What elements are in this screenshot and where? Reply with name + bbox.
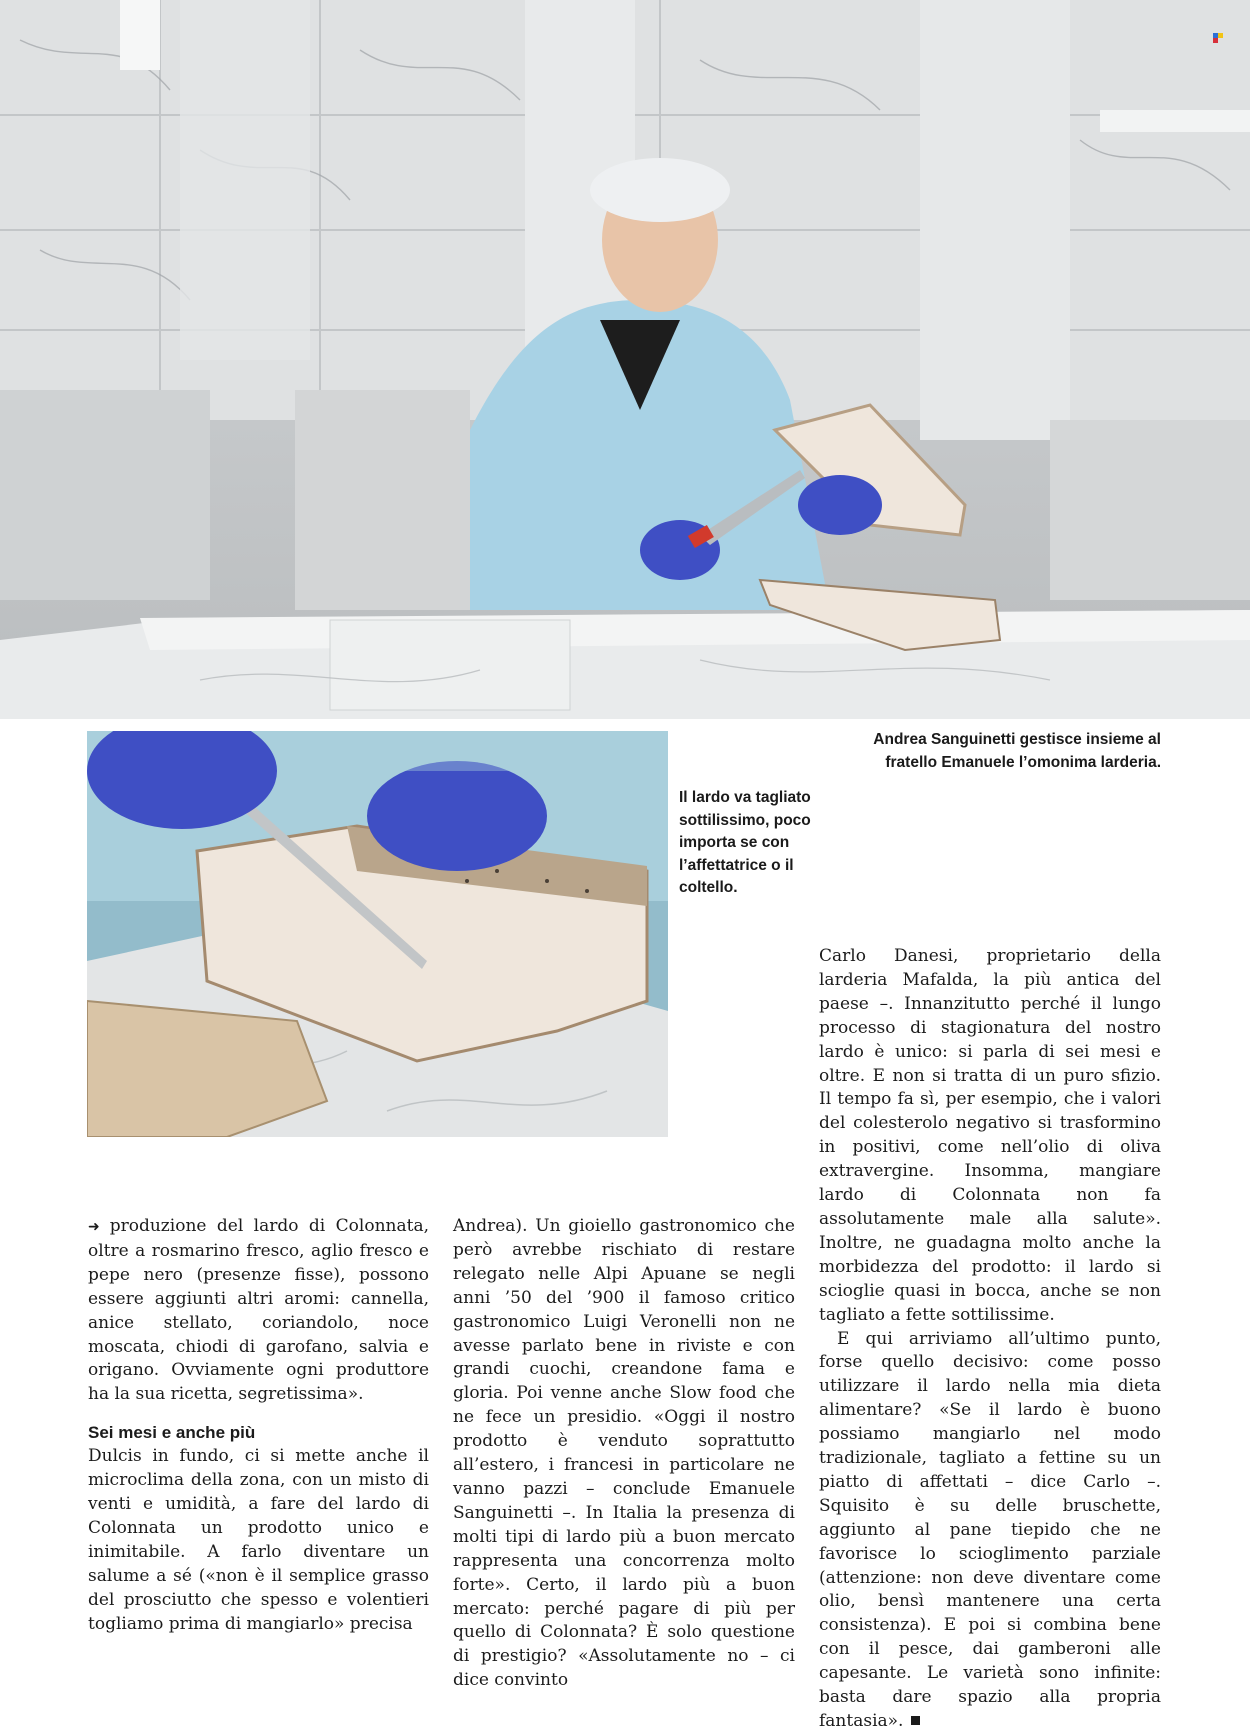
article-paragraph: Carlo Danesi, proprietario della larderia Mafalda, la più antica del paese –. Innanzitutto perché il lungo processo di stagionatura del nostro lardo è unico: si parla di sei mesi e oltre. E non si tratta di un puro sfizio. Il tempo fa sì, per esempio, che i valori del colesterolo negativo si trasformino in positivi, come nell’olio di oliva extravergine. Insomma, mangiare lardo di Colonnata non fa assolutamente male alla salute». Inoltre, ne guadagna molto anche la morbidezza del prodotto: il lardo si scioglie quasi in bocca, anche se non tagliato a fette sottilissime. [819,946,1161,1325]
article-column-3 [819,945,1161,1734]
end-of-article-icon [911,1716,920,1725]
main-photo-caption: Andrea Sanguinetti gestisce insieme al fratello Emanuele l’omonima larderia. [873,731,1161,771]
main-photo [0,0,1250,719]
article-paragraph-final [819,1328,1161,1734]
paragraph-text: produzione del lardo di Colonnata, oltre a rosmarino fresco, aglio fresco e pepe nero (presenze fisse), possono essere aggiunti altri aromi: cannella, anice stellato, coriandolo, noce moscata, chiodi di garofano, salvia e origano. Ovviamente ogni produttore ha la sua ricetta, segretissima». [88,1216,429,1405]
inset-photo-caption: Il lardo va tagliato sottilissimo, poco importa se con l’affettatrice o il coltello. [679,789,811,896]
article-paragraph: Andrea). Un gioiello gastronomico che però avrebbe rischiato di restare relegato nelle Alpi Apuane se negli anni ’50 del ’900 il famoso critico gastronomico Luigi Veronelli non ne avesse parlato bene in riviste e con grandi cuochi, creandone fama e gloria. Poi venne anche Slow food che ne fece un presidio. «Oggi il nostro prodotto è venduto soprattutto all’estero, i francesi in particolare ne vanno pazzi – conclude Emanuele Sanguinetti –. In Italia la presenza di molti tipi di lardo più a buon mercato rappresenta una concorrenza molto forte». Certo, il lardo più a buon mercato: perché pagare di più per quello di Colonnata? È solo questione di prestigio? «Assolutamente no – ci dice convinto [453,1216,795,1691]
inset-photo [87,731,668,1137]
article-paragraph: Dulcis in fundo, ci si mette anche il microclima della zona, con un misto di venti e umidità, a fare del lardo di Colonnata un prodotto unico e inimitabile. A farlo diventare un salume a sé («non è il semplice grasso del prosciutto che spesso e volentieri togliamo prima di mangiarlo» precisa [88,1446,429,1634]
article-paragraph [88,1215,429,1407]
article-column-2 [453,1215,795,1693]
paragraph-text: E qui arriviamo all’ultimo punto, forse quello decisivo: come posso utilizzare il lardo nella mia dieta alimentare? «Se il lardo è buono possiamo mangiarlo nel modo tradizionale, tagliato a fettine su un piatto di affettati – dice Carlo –. Squisito è su delle bruschette, aggiunto al pane tiepido che ne favorisce lo scioglimento parziale (attenzione: non deve diventare come olio, bensì mantenere una certa consistenza). E poi si combina bene con il pesce, dai gamberoni alle capesante. Le varietà sono infinite: basta dare spazio alla propria fantasia». [819,1328,1161,1731]
arrow-right-icon: ➜ [88,1219,100,1235]
article-column-1 [88,1215,429,1636]
section-subheading: Sei mesi e anche più [88,1423,256,1443]
